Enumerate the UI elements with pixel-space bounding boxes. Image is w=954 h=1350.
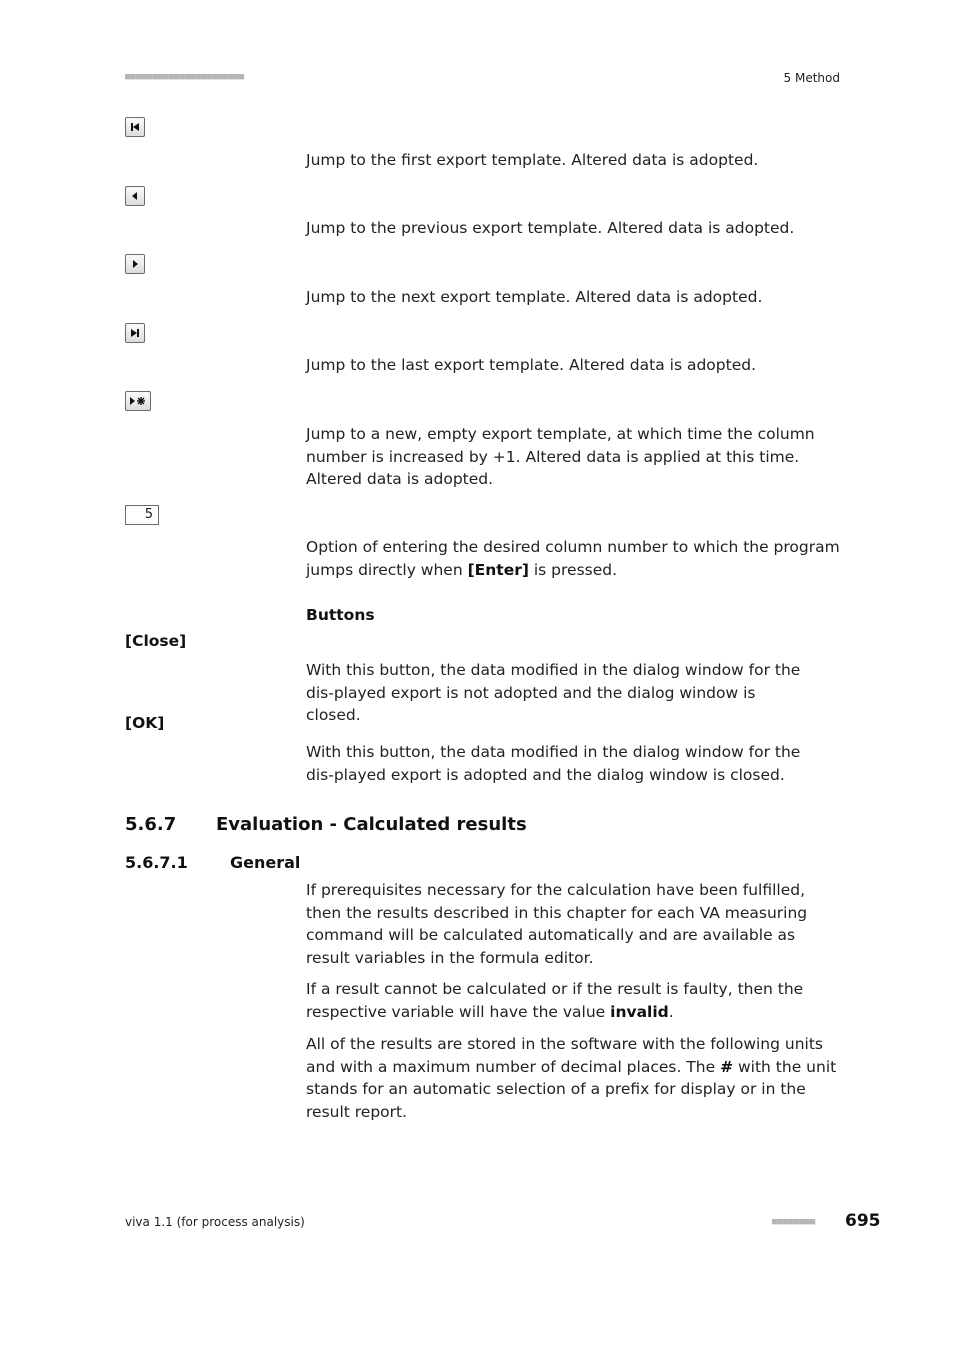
column-number-field[interactable]: 5 — [125, 505, 159, 525]
new-record-description: Jump to a new, empty export template, at which time the column number is increased by +1. Altered data is applied at this time. Altered data is adopted. — [306, 425, 815, 488]
footer-product: viva 1.1 (for process analysis) — [125, 1215, 305, 1229]
previous-record-icon[interactable] — [125, 186, 145, 206]
header-decoration: ■■■■■■■■■■■■■■■■■■■■■■ — [125, 72, 245, 82]
paragraph-invalid: If a result cannot be calculated or if the result is faulty, then the respective variable will have the value invalid. — [306, 980, 804, 1021]
last-record-description: Jump to the last export template. Altered data is adopted. — [306, 356, 756, 374]
new-record-icon[interactable] — [125, 391, 151, 411]
footer-decoration: ■■■■■■■■ — [772, 1217, 816, 1227]
running-header-section: 5 Method — [783, 71, 840, 85]
subsection-title: General — [230, 853, 301, 872]
subsection-heading — [125, 853, 300, 872]
page-number: 695 — [845, 1211, 881, 1231]
section-title: Evaluation - Calculated results — [216, 814, 527, 835]
previous-record-description: Jump to the previous export template. Altered data is adopted. — [306, 219, 795, 237]
close-button-term: [Close] — [125, 632, 187, 650]
first-record-description: Jump to the first export template. Altered data is adopted. — [306, 151, 759, 169]
last-record-icon[interactable] — [125, 323, 145, 343]
next-record-icon[interactable] — [125, 254, 145, 274]
section-heading — [125, 814, 527, 835]
first-record-icon[interactable] — [125, 117, 145, 137]
ok-button-description: With this button, the data modified in the dialog window for the dis-played export is adopted and the dialog window is closed. — [306, 743, 801, 784]
column-number-description: Option of entering the desired column number to which the program jumps directly when [Enter] is pressed. — [306, 538, 840, 579]
close-button-description: With this button, the data modified in the dialog window for the dis-played export is not adopted and the dialog window is closed. — [306, 661, 801, 724]
paragraph-units: All of the results are stored in the software with the following units and with a maximum number of decimal places. The # with the unit stands for an automatic selection of a prefix for display or in the result report. — [306, 1035, 837, 1121]
section-number: 5.6.7 — [125, 814, 177, 835]
buttons-heading: Buttons — [306, 606, 375, 624]
ok-button-term: [OK] — [125, 714, 165, 732]
next-record-description: Jump to the next export template. Altered data is adopted. — [306, 288, 763, 306]
paragraph-prerequisites: If prerequisites necessary for the calculation have been fulfilled, then the results described in this chapter for each VA measuring command will be calculated automatically and are available as result variables in the formula editor. — [306, 881, 808, 967]
subsection-number: 5.6.7.1 — [125, 853, 188, 872]
